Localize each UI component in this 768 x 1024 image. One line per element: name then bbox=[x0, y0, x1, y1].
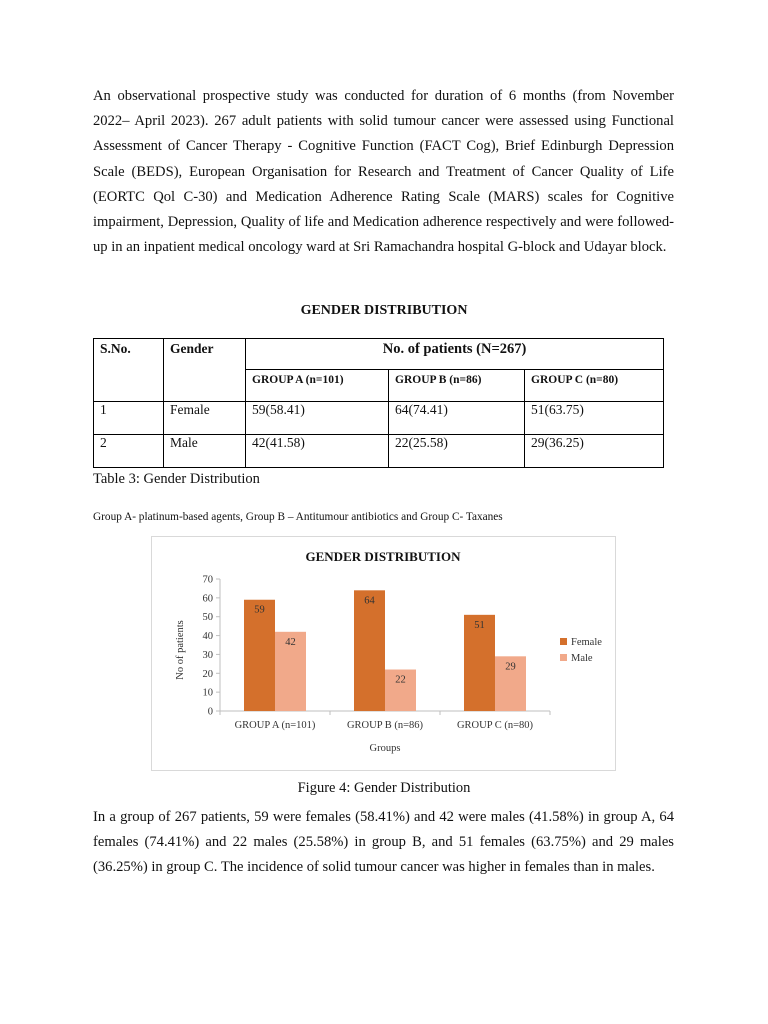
y-tick-label: 40 bbox=[202, 631, 213, 643]
x-tick-label: GROUP C (n=80) bbox=[456, 720, 534, 731]
cell-group-b: 22(25.58) bbox=[389, 435, 525, 468]
data-label: 59 bbox=[254, 604, 265, 616]
y-tick-label: 60 bbox=[202, 593, 213, 605]
data-label: 64 bbox=[364, 595, 375, 607]
cell-group-c: 29(36.25) bbox=[525, 435, 664, 468]
bar-female bbox=[244, 600, 275, 711]
header-gender: Gender bbox=[164, 339, 246, 402]
y-tick-label: 30 bbox=[202, 649, 213, 661]
table-caption: Table 3: Gender Distribution bbox=[93, 471, 260, 487]
chart-title: GENDER DISTRIBUTION bbox=[305, 549, 461, 564]
data-label: 42 bbox=[285, 636, 296, 648]
x-tick-label: GROUP B (n=86) bbox=[346, 720, 424, 731]
table-row bbox=[94, 435, 664, 468]
x-tick-label: GROUP A (n=101) bbox=[234, 720, 316, 731]
header-group-c: GROUP C (n=80) bbox=[525, 370, 664, 402]
groups-note: Group A- platinum-based agents, Group B – Antitumour antibiotics and Group C- Taxanes bbox=[93, 511, 503, 523]
cell-group-b: 64(74.41) bbox=[389, 402, 525, 435]
chart-canvas bbox=[152, 537, 615, 770]
cell-group-a: 59(58.41) bbox=[246, 402, 389, 435]
bar-female bbox=[354, 590, 385, 711]
header-patients: No. of patients (N=267) bbox=[246, 339, 664, 370]
data-label: 29 bbox=[505, 661, 516, 673]
cell-gender: Male bbox=[164, 435, 246, 468]
y-tick-label: 50 bbox=[202, 612, 213, 624]
summary-paragraph: In a group of 267 patients, 59 were females (58.41%) and 42 were males (41.58%) in group A, 64 females (74.41%) and 22 males (25.58%) in group B, and 51 females (63.75%) and 29 males (36.25%) in group C. The incidence of solid tumour cancer was higher in females than in males. bbox=[93, 809, 674, 876]
cell-group-a: 42(41.58) bbox=[246, 435, 389, 468]
cell-sno: 1 bbox=[94, 402, 164, 435]
section-heading: GENDER DISTRIBUTION bbox=[300, 303, 468, 318]
cell-sno: 2 bbox=[94, 435, 164, 468]
cell-gender: Female bbox=[164, 402, 246, 435]
legend-label-male: Male bbox=[571, 653, 593, 664]
y-tick-label: 70 bbox=[202, 574, 213, 586]
data-label: 22 bbox=[395, 674, 406, 686]
intro-paragraph: An observational prospective study was conducted for duration of 6 months (from November 2022– April 2023). 267 adult patients with solid tumour cancer were assessed using Functional Assessment of Cancer Therapy - Cognitive Function (FACT Cog), Brief Edinburgh Depression Scale (BEDS), European Organisation for Research and Treatment of Cancer Quality of Life (EORTC Qol C-30) and Medication Adherence Rating Scale (MARS) scales for Cognitive impairment, Depression, Quality of life and Medication adherence respectively and were followed-up in an inpatient medical oncology ward at Sri Ramachandra hospital G-block and Udayar block. bbox=[93, 88, 674, 256]
y-tick-label: 20 bbox=[202, 668, 213, 680]
header-group-a: GROUP A (n=101) bbox=[246, 370, 389, 402]
y-tick-label: 10 bbox=[202, 687, 213, 699]
legend-swatch-male bbox=[560, 654, 567, 661]
cell-group-c: 51(63.75) bbox=[525, 402, 664, 435]
gender-table bbox=[93, 338, 664, 468]
y-axis-label: No of patients bbox=[175, 620, 186, 680]
header-group-b: GROUP B (n=86) bbox=[389, 370, 525, 402]
table-row bbox=[94, 402, 664, 435]
gender-chart bbox=[151, 536, 616, 771]
y-tick-label: 0 bbox=[207, 706, 213, 718]
header-sno: S.No. bbox=[94, 339, 164, 402]
legend-label-female: Female bbox=[571, 637, 602, 648]
x-axis-label: Groups bbox=[369, 743, 401, 754]
figure-caption: Figure 4: Gender Distribution bbox=[297, 780, 471, 796]
legend-swatch-female bbox=[560, 638, 567, 645]
data-label: 51 bbox=[474, 619, 485, 631]
